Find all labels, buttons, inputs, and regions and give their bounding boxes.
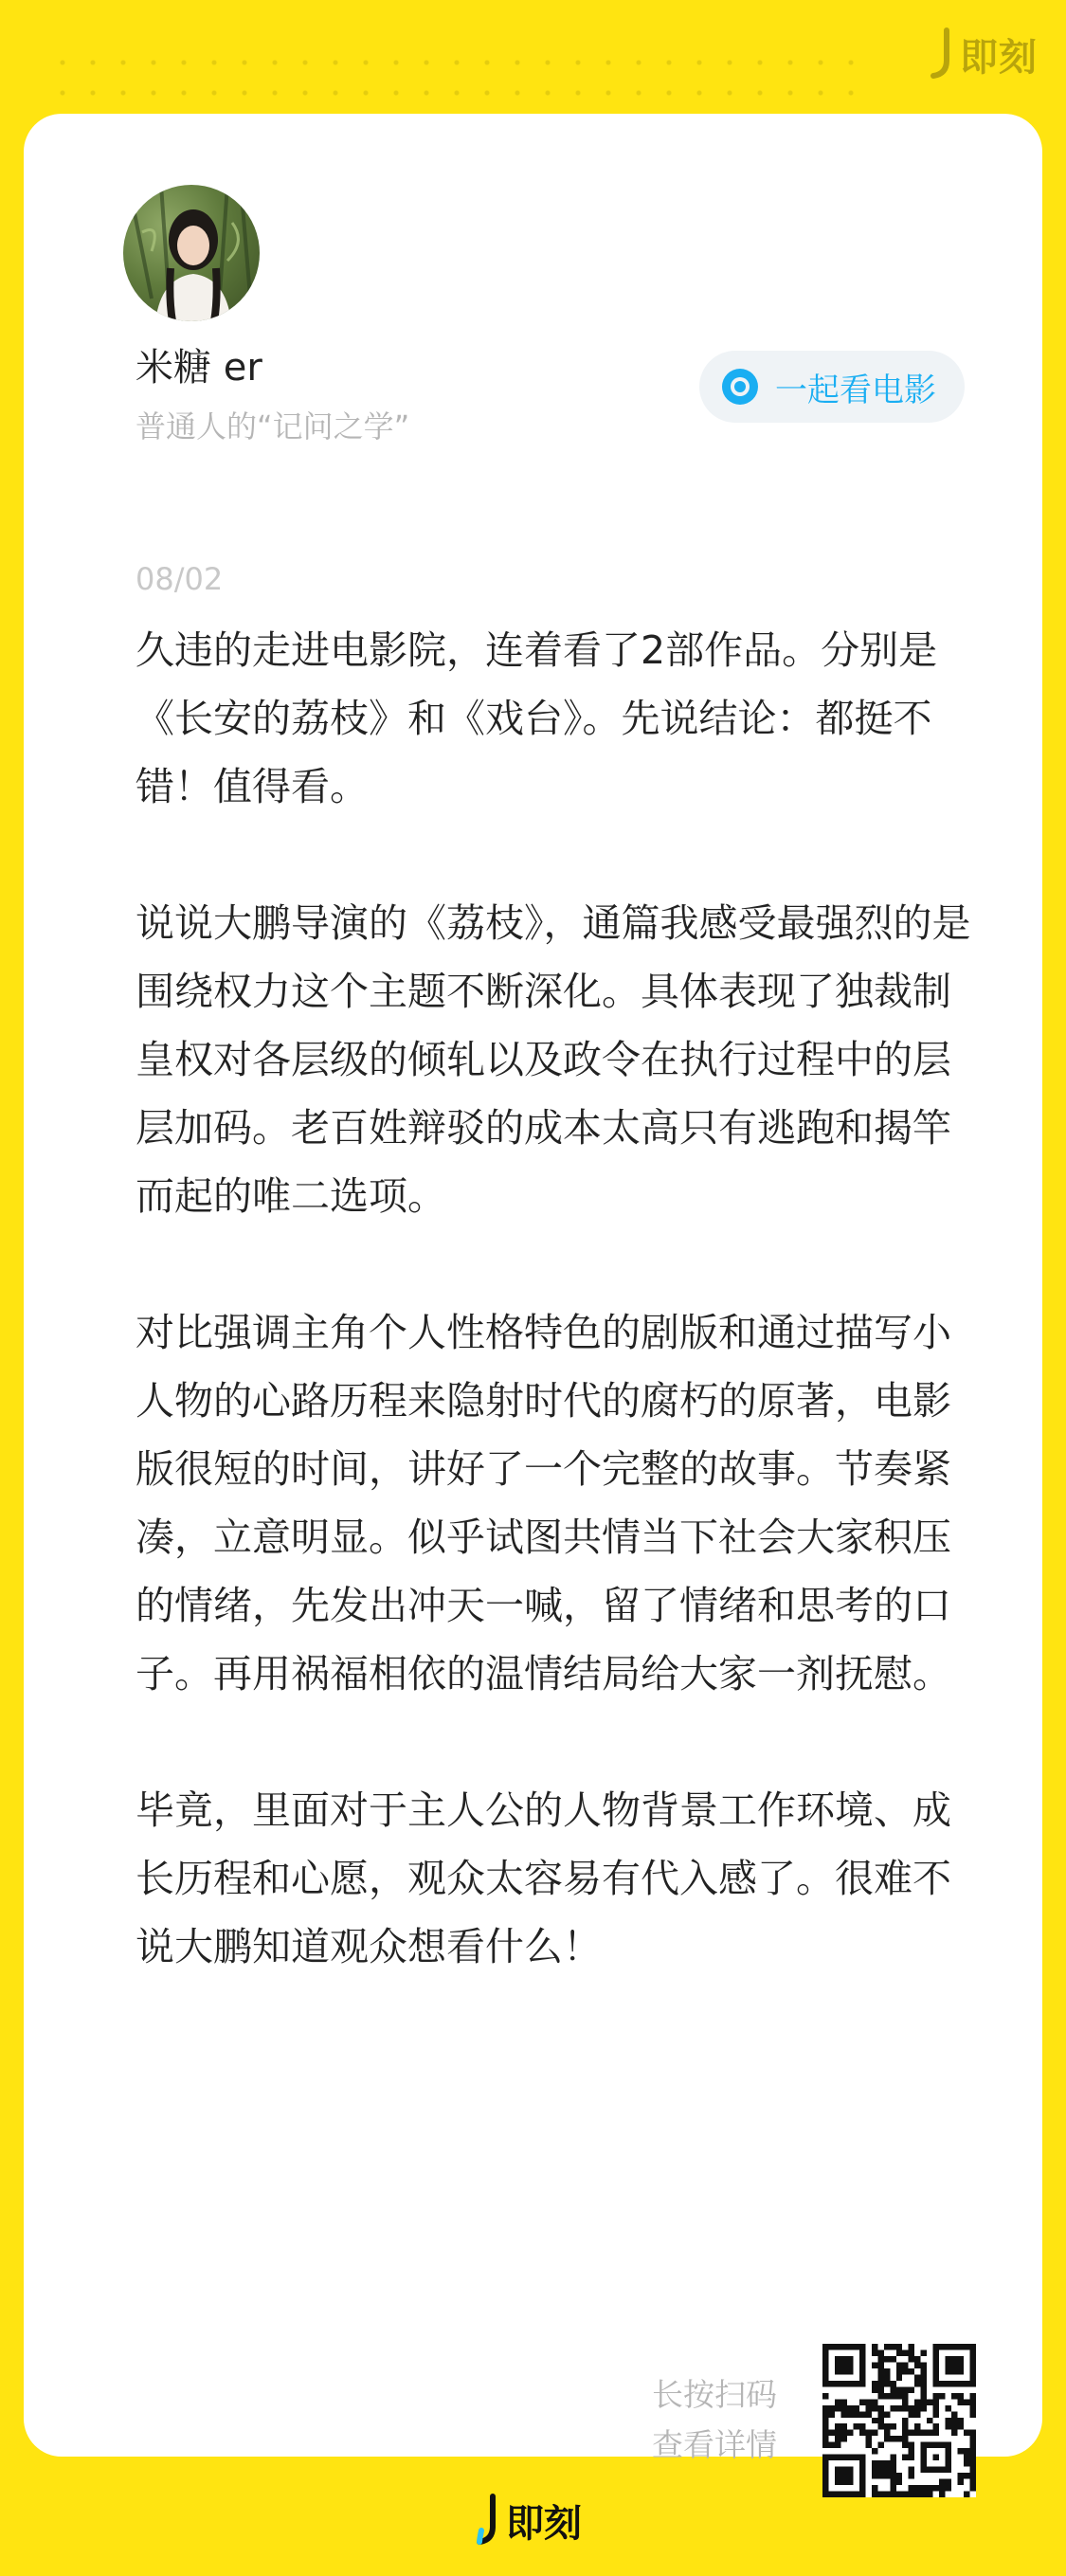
post-paragraph: 毕竟，里面对于主人公的人物背景工作环境、成长历程和心愿，观众太容易有代入感了。很难不说大鹏知道观众想看什么！	[136, 1787, 951, 1969]
avatar-image	[123, 185, 260, 321]
post-body	[136, 616, 979, 1981]
topic-tag-button[interactable]	[699, 351, 965, 423]
scan-hint	[635, 2369, 777, 2470]
topic-label: 一起看电影	[775, 371, 936, 409]
post-paragraph: 久违的走进电影院，连着看了2部作品。分别是《长安的荔枝》和《戏台》。先说结论：都挺不错！值得看。	[136, 627, 938, 809]
avatar[interactable]	[123, 185, 260, 321]
scan-hint-line: 长按扫码	[652, 2376, 777, 2413]
decorative-dot-pattern	[47, 47, 872, 123]
author-bio: 普通人的“记问之学”	[136, 408, 410, 444]
post-card	[24, 114, 1042, 2463]
scan-hint-line: 查看详情	[652, 2426, 777, 2463]
post-date: 08/02	[136, 561, 224, 597]
top-brand-logo	[928, 27, 1038, 82]
topic-circle-icon	[722, 369, 758, 405]
jike-logo-mark-icon	[474, 2493, 502, 2548]
qr-code-icon[interactable]	[822, 2344, 976, 2497]
author-name[interactable]: 米糖 er	[136, 346, 262, 390]
bottom-brand-logo	[474, 2493, 582, 2548]
brand-wordmark: 即刻	[506, 2501, 582, 2546]
brand-wordmark: 即刻	[960, 35, 1038, 80]
post-paragraph: 对比强调主角个人性格特色的剧版和通过描写小人物的心路历程来隐射时代的腐朽的原著，电影版很短的时间，讲好了一个完整的故事。节奏紧凑，立意明显。似乎试图共情当下社会大家积压的情绪，先发出冲天一喊，留了情绪和思考的口子。再用祸福相依的温情结局给大家一剂抚慰。	[136, 1310, 951, 1696]
jike-logo-mark-icon	[928, 27, 956, 82]
post-paragraph: 说说大鹏导演的《荔枝》，通篇我感受最强烈的是围绕权力这个主题不断深化。具体表现了独裁制皇权对各层级的倾轧以及政令在执行过程中的层层加码。老百姓辩驳的成本太高只有逃跑和揭竿而起的唯二选项。	[136, 900, 971, 1219]
